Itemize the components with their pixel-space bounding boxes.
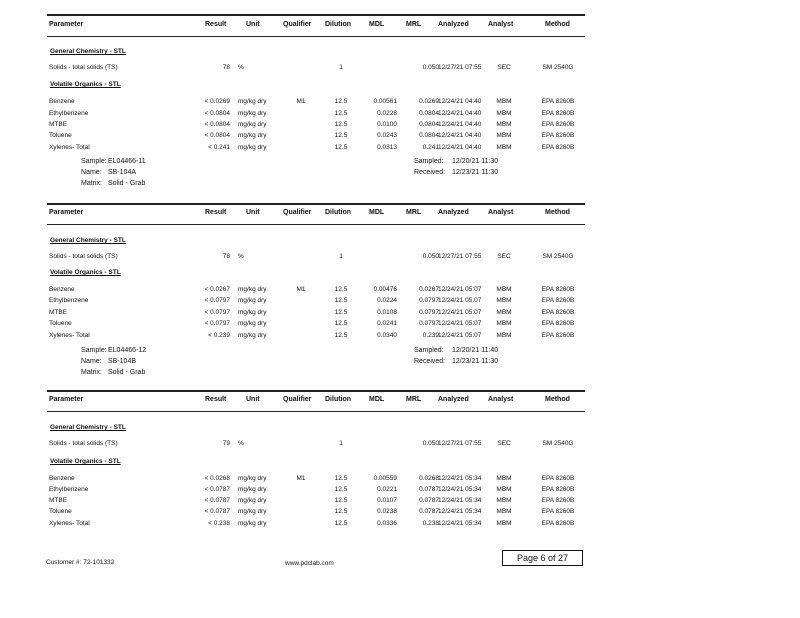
table-cell: 0.050 <box>422 440 439 447</box>
table-cell: 0.0797 <box>419 320 439 327</box>
table-cell: MBM <box>496 475 512 482</box>
table-cell: 12/27/21 07:55 <box>438 440 482 447</box>
table-cell: mg/kg dry <box>238 486 267 493</box>
column-header: Parameter <box>49 21 84 28</box>
table-cell: 1 <box>339 253 343 260</box>
column-header: Unit <box>246 21 260 28</box>
column-header: Result <box>205 209 227 216</box>
table-cell: 12/24/21 05:34 <box>438 486 482 493</box>
table-cell: MBM <box>496 486 512 493</box>
table-cell: 0.0804 <box>419 121 439 128</box>
table-cell: EPA 8260B <box>541 332 575 339</box>
table-cell: 0.0340 <box>377 332 397 339</box>
table-cell: 0.0243 <box>377 132 397 139</box>
table-cell: 12.5 <box>334 297 348 304</box>
table-cell: 0.0336 <box>377 520 397 527</box>
table-cell: mg/kg dry <box>238 98 267 105</box>
table-cell: Xylenes- Total <box>49 144 90 151</box>
table-cell: M1 <box>296 98 306 105</box>
column-header: MDL <box>369 21 385 28</box>
table-cell: 78 <box>222 253 230 260</box>
column-header: Analyst <box>488 396 514 403</box>
table-cell: EPA 8260B <box>541 508 575 515</box>
table-cell: mg/kg dry <box>238 497 267 504</box>
sample-sampled: 12/20/21 11:30 <box>452 158 499 165</box>
sample-matrix: Solid - Grab <box>108 180 146 187</box>
table-cell: 0.0228 <box>377 110 397 117</box>
table-cell: 0.0238 <box>377 508 397 515</box>
column-header: Analyzed <box>438 21 469 28</box>
table-cell: MBM <box>496 309 512 316</box>
table-cell: MBM <box>496 98 512 105</box>
sample-matrix: Solid - Grab <box>108 369 146 376</box>
table-cell: 0.0787 <box>419 508 439 515</box>
column-header: Unit <box>246 209 260 216</box>
table-cell: 12/24/21 05:07 <box>438 309 482 316</box>
table-cell: SM 2540G <box>542 440 574 447</box>
table-cell: MTBE <box>49 121 68 128</box>
table-cell: Xylenes- Total <box>49 520 90 527</box>
table-cell: 0.0804 <box>419 110 439 117</box>
table-cell: EPA 8260B <box>541 497 575 504</box>
sample-received-label: Received: <box>414 169 446 176</box>
table-cell: SEC <box>497 440 511 447</box>
table-top-rule <box>47 14 585 16</box>
sample-sample-id: EL04466-12 <box>108 347 147 354</box>
table-cell: 78 <box>222 64 230 71</box>
column-header: MDL <box>369 209 385 216</box>
page-number: Page 6 of 27 <box>502 550 583 566</box>
table-cell: 12.5 <box>334 121 348 128</box>
table-cell: 0.00559 <box>373 475 397 482</box>
table-cell: < 0.0268 <box>204 475 230 482</box>
table-cell: EPA 8260B <box>541 286 575 293</box>
section-title: General Chemistry - STL <box>50 48 126 55</box>
column-header: Analyzed <box>438 209 469 216</box>
table-cell: EPA 8260B <box>541 320 575 327</box>
sample-matrix-label: Matrix: <box>81 180 102 187</box>
table-cell: EPA 8260B <box>541 309 575 316</box>
table-cell: 12/24/21 04:40 <box>438 144 482 151</box>
table-top-rule <box>47 390 585 392</box>
table-cell: EPA 8260B <box>541 486 575 493</box>
table-cell: 12.5 <box>334 486 348 493</box>
table-cell: MBM <box>496 286 512 293</box>
table-cell: 12.5 <box>334 144 348 151</box>
table-cell: 0.238 <box>422 520 439 527</box>
table-cell: 1 <box>339 440 343 447</box>
table-cell: 12.5 <box>334 475 348 482</box>
table-cell: EPA 8260B <box>541 520 575 527</box>
table-cell: 12.5 <box>334 309 348 316</box>
column-header: MRL <box>406 21 422 28</box>
section-title: Volatile Organics - STL <box>50 81 121 88</box>
table-cell: 12.5 <box>334 320 348 327</box>
table-cell: 12/24/21 05:34 <box>438 520 482 527</box>
sample-sample-label: Sample: <box>81 158 107 165</box>
table-cell: MBM <box>496 144 512 151</box>
table-cell: 0.0241 <box>377 320 397 327</box>
table-cell: Benzene <box>49 286 75 293</box>
table-cell: 12/24/21 04:40 <box>438 110 482 117</box>
table-cell: 0.0787 <box>419 497 439 504</box>
table-cell: < 0.0787 <box>204 508 230 515</box>
column-header: Dilution <box>325 209 352 216</box>
sample-name-label: Name: <box>81 358 102 365</box>
column-header: Result <box>205 21 227 28</box>
column-header: Parameter <box>49 209 84 216</box>
column-header: Analyzed <box>438 396 469 403</box>
table-top-rule <box>47 203 585 205</box>
table-cell: SM 2540G <box>542 64 574 71</box>
table-cell: MBM <box>496 497 512 504</box>
table-cell: 12/27/21 07:55 <box>438 253 482 260</box>
table-cell: 0.0107 <box>377 497 397 504</box>
column-header: Unit <box>246 396 260 403</box>
table-cell: 12.5 <box>334 110 348 117</box>
table-cell: MBM <box>496 320 512 327</box>
section-title: Volatile Organics - STL <box>50 458 121 465</box>
section-title: Volatile Organics - STL <box>50 269 121 276</box>
table-cell: 12.5 <box>334 508 348 515</box>
table-cell: Toluene <box>49 132 72 139</box>
table-cell: Solids - total solids (TS) <box>49 253 118 260</box>
table-cell: 12/24/21 05:34 <box>438 508 482 515</box>
table-cell: SM 2540G <box>542 253 574 260</box>
table-cell: 12/24/21 04:40 <box>438 132 482 139</box>
table-cell: 0.00476 <box>373 286 397 293</box>
column-header: Method <box>545 21 570 28</box>
column-header: Dilution <box>325 21 352 28</box>
column-header: Method <box>545 209 570 216</box>
table-cell: mg/kg dry <box>238 320 267 327</box>
table-cell: 0.0797 <box>419 297 439 304</box>
table-cell: < 0.0787 <box>204 497 230 504</box>
table-cell: Toluene <box>49 320 72 327</box>
table-cell: 0.050 <box>422 64 439 71</box>
header-rule <box>47 411 585 412</box>
table-cell: 12/24/21 05:07 <box>438 286 482 293</box>
table-cell: 0.241 <box>422 144 439 151</box>
table-cell: 1 <box>339 64 343 71</box>
table-cell: 12.5 <box>334 332 348 339</box>
column-header: Parameter <box>49 396 84 403</box>
table-cell: MBM <box>496 332 512 339</box>
table-cell: MBM <box>496 121 512 128</box>
table-cell: MBM <box>496 110 512 117</box>
table-cell: mg/kg dry <box>238 475 267 482</box>
table-cell: 12/24/21 05:07 <box>438 297 482 304</box>
table-cell: % <box>238 64 244 71</box>
table-cell: EPA 8260B <box>541 132 575 139</box>
sample-sample-id: EL04466-11 <box>108 158 146 165</box>
table-cell: 12/24/21 05:34 <box>438 497 482 504</box>
table-cell: 0.0108 <box>377 309 397 316</box>
table-cell: < 0.0797 <box>204 309 230 316</box>
column-header: Method <box>545 396 570 403</box>
table-cell: Solids - total solids (TS) <box>49 64 118 71</box>
column-header: Dilution <box>325 396 352 403</box>
table-cell: EPA 8260B <box>541 98 575 105</box>
table-cell: < 0.0797 <box>204 320 230 327</box>
table-cell: < 0.0797 <box>204 297 230 304</box>
table-cell: MBM <box>496 520 512 527</box>
table-cell: EPA 8260B <box>541 121 575 128</box>
table-cell: EPA 8260B <box>541 110 575 117</box>
sample-name: SB-104A <box>108 169 137 176</box>
table-cell: MBM <box>496 132 512 139</box>
table-cell: 12/24/21 05:07 <box>438 332 482 339</box>
table-cell: 12.5 <box>334 98 348 105</box>
table-cell: < 0.239 <box>208 332 230 339</box>
column-header: Analyst <box>488 21 514 28</box>
table-cell: 12/27/21 07:55 <box>438 64 482 71</box>
table-cell: SEC <box>497 253 511 260</box>
table-cell: EPA 8260B <box>541 475 575 482</box>
column-header: Qualifier <box>283 209 312 216</box>
table-cell: mg/kg dry <box>238 297 267 304</box>
table-cell: 12/24/21 05:34 <box>438 475 482 482</box>
table-cell: 0.050 <box>422 253 439 260</box>
sample-received: 12/23/21 11:30 <box>452 169 499 176</box>
table-cell: % <box>238 253 244 260</box>
column-header: Result <box>205 396 227 403</box>
table-cell: 12.5 <box>334 132 348 139</box>
table-cell: 0.239 <box>422 332 439 339</box>
section-title: General Chemistry - STL <box>50 424 126 431</box>
table-cell: < 0.0804 <box>204 132 230 139</box>
table-cell: Xylenes- Total <box>49 332 90 339</box>
table-cell: MBM <box>496 297 512 304</box>
column-header: MRL <box>406 209 422 216</box>
table-cell: Benzene <box>49 475 75 482</box>
sample-sampled-label: Sampled: <box>414 347 444 354</box>
table-cell: 79 <box>222 440 230 447</box>
table-cell: 0.0100 <box>377 121 397 128</box>
table-cell: M1 <box>296 286 306 293</box>
table-cell: Solids - total solids (TS) <box>49 440 118 447</box>
table-cell: 12/24/21 04:40 <box>438 98 482 105</box>
table-cell: < 0.0804 <box>204 110 230 117</box>
column-header: Qualifier <box>283 21 312 28</box>
table-cell: 0.0787 <box>419 486 439 493</box>
sample-received-label: Received: <box>414 358 446 365</box>
column-header: MDL <box>369 396 385 403</box>
table-cell: MBM <box>496 508 512 515</box>
table-cell: Ethylbenzene <box>49 110 89 117</box>
table-cell: EPA 8260B <box>541 144 575 151</box>
sample-sampled: 12/20/21 11:40 <box>452 347 499 354</box>
table-cell: mg/kg dry <box>238 286 267 293</box>
table-cell: 0.0269 <box>419 98 439 105</box>
website: www.pdclab.com <box>285 560 334 567</box>
header-rule <box>47 224 585 225</box>
table-cell: mg/kg dry <box>238 332 267 339</box>
column-header: MRL <box>406 396 422 403</box>
section-title: General Chemistry - STL <box>50 237 126 244</box>
table-cell: 0.0313 <box>377 144 397 151</box>
customer-number: Customer #: 72-101332 <box>46 559 115 566</box>
sample-matrix-label: Matrix: <box>81 369 102 376</box>
table-cell: mg/kg dry <box>238 121 267 128</box>
table-cell: % <box>238 440 244 447</box>
table-cell: mg/kg dry <box>238 132 267 139</box>
header-rule <box>47 36 585 37</box>
sample-name: SB-104B <box>108 358 137 365</box>
table-cell: mg/kg dry <box>238 520 267 527</box>
table-cell: EPA 8260B <box>541 297 575 304</box>
table-cell: 0.0797 <box>419 309 439 316</box>
column-header: Analyst <box>488 209 514 216</box>
table-cell: 0.0268 <box>419 475 439 482</box>
table-cell: Toluene <box>49 508 72 515</box>
table-cell: < 0.0269 <box>204 98 230 105</box>
sample-sampled-label: Sampled: <box>414 158 444 165</box>
table-cell: mg/kg dry <box>238 110 267 117</box>
table-cell: < 0.241 <box>208 144 230 151</box>
sample-received: 12/23/21 11:30 <box>452 358 499 365</box>
table-cell: 0.0221 <box>377 486 397 493</box>
table-cell: 0.0804 <box>419 132 439 139</box>
table-cell: MTBE <box>49 309 68 316</box>
table-cell: 0.0267 <box>419 286 439 293</box>
table-cell: 12.5 <box>334 520 348 527</box>
table-cell: Benzene <box>49 98 75 105</box>
table-cell: M1 <box>296 475 306 482</box>
table-cell: Ethylbenzene <box>49 297 89 304</box>
table-cell: mg/kg dry <box>238 144 267 151</box>
sample-sample-label: Sample: <box>81 347 107 354</box>
column-header: Qualifier <box>283 396 312 403</box>
table-cell: SEC <box>497 64 511 71</box>
table-cell: < 0.238 <box>208 520 230 527</box>
table-cell: < 0.0267 <box>204 286 230 293</box>
table-cell: mg/kg dry <box>238 309 267 316</box>
sample-name-label: Name: <box>81 169 102 176</box>
table-cell: < 0.0787 <box>204 486 230 493</box>
table-cell: < 0.0804 <box>204 121 230 128</box>
table-cell: 12/24/21 05:07 <box>438 320 482 327</box>
table-cell: 12/24/21 04:40 <box>438 121 482 128</box>
table-cell: mg/kg dry <box>238 508 267 515</box>
table-cell: MTBE <box>49 497 68 504</box>
table-cell: 12.5 <box>334 497 348 504</box>
table-cell: 12.5 <box>334 286 348 293</box>
table-cell: 0.00561 <box>373 98 397 105</box>
table-cell: 0.0224 <box>377 297 397 304</box>
table-cell: Ethylbenzene <box>49 486 89 493</box>
